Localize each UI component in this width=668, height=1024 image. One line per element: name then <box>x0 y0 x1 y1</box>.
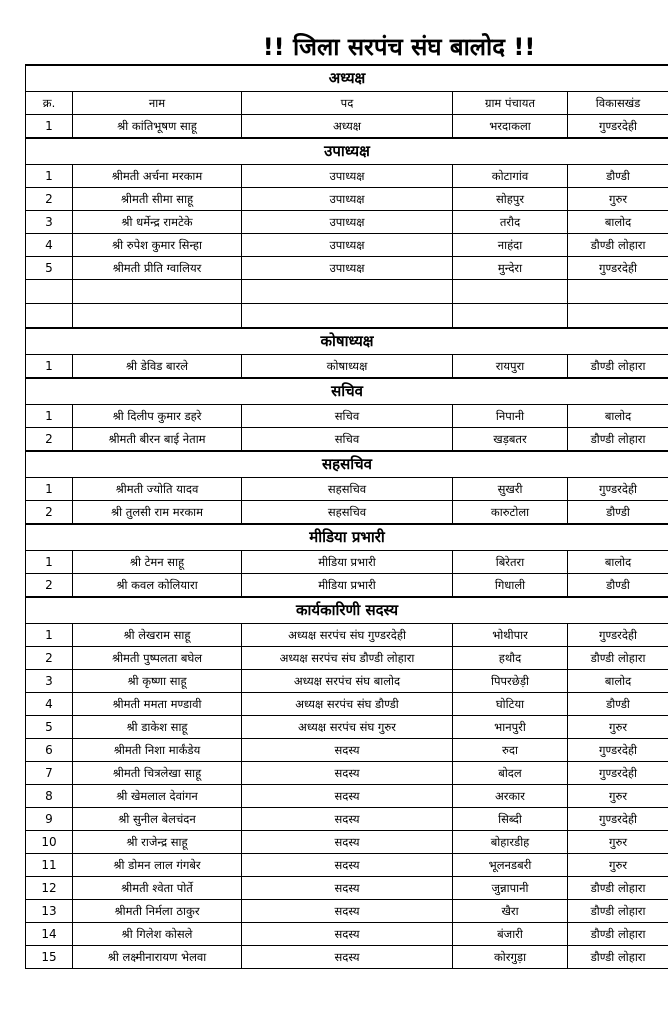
table-row <box>26 478 668 501</box>
block-cell: गुण्डरदेही <box>568 739 668 762</box>
serial-cell: 1 <box>26 115 73 139</box>
block-cell: गुरुर <box>568 785 668 808</box>
table-row <box>26 501 668 525</box>
section-heading: मीडिया प्रभारी <box>26 524 668 551</box>
gram-panchayat-cell: कोटागांव <box>453 165 568 188</box>
table-row <box>26 234 668 257</box>
gram-panchayat-cell: भरदाकला <box>453 115 568 139</box>
block-cell: गुण्डरदेही <box>568 762 668 785</box>
name-cell: श्रीमती निर्मला ठाकुर <box>73 900 242 923</box>
block-cell: डौण्डी लोहारा <box>568 234 668 257</box>
block-cell: डौण्डी <box>568 574 668 598</box>
gram-panchayat-cell: सोहपुर <box>453 188 568 211</box>
serial-cell: 3 <box>26 211 73 234</box>
gram-panchayat-cell: निपानी <box>453 405 568 428</box>
gram-panchayat-cell: नाहंदा <box>453 234 568 257</box>
empty-cell <box>26 304 73 329</box>
serial-cell: 3 <box>26 670 73 693</box>
section-heading: कोषाध्यक्ष <box>26 328 668 355</box>
block-cell: गुण्डरदेही <box>568 257 668 280</box>
name-cell: श्री कवल कोलियारा <box>73 574 242 598</box>
block-cell: गुण्डरदेही <box>568 624 668 647</box>
section-heading: उपाध्यक्ष <box>26 138 668 165</box>
table-row <box>26 785 668 808</box>
name-cell: श्री खेमलाल देवांगन <box>73 785 242 808</box>
block-cell: गुरुर <box>568 188 668 211</box>
post-cell: उपाध्यक्ष <box>242 257 453 280</box>
serial-cell: 1 <box>26 551 73 574</box>
empty-cell <box>26 280 73 304</box>
table-row <box>26 946 668 969</box>
serial-cell: 10 <box>26 831 73 854</box>
gram-panchayat-cell: सुखरी <box>453 478 568 501</box>
name-cell: श्री सुनील बेलचंदन <box>73 808 242 831</box>
serial-cell: 4 <box>26 234 73 257</box>
post-cell: सदस्य <box>242 831 453 854</box>
section-heading: सचिव <box>26 378 668 405</box>
post-cell: सदस्य <box>242 762 453 785</box>
post-cell: सचिव <box>242 428 453 452</box>
name-cell: श्री धर्मेन्द्र रामटेके <box>73 211 242 234</box>
post-cell: अध्यक्ष सरपंच संघ गुण्डरदेही <box>242 624 453 647</box>
gram-panchayat-cell: हथौद <box>453 647 568 670</box>
serial-cell: 2 <box>26 574 73 598</box>
post-cell: उपाध्यक्ष <box>242 211 453 234</box>
post-cell: सदस्य <box>242 854 453 877</box>
post-cell: अध्यक्ष सरपंच संघ डौण्डी लोहारा <box>242 647 453 670</box>
gram-panchayat-cell: सिब्दी <box>453 808 568 831</box>
block-cell: बालोद <box>568 211 668 234</box>
post-cell: कोषाध्यक्ष <box>242 355 453 379</box>
serial-cell: 14 <box>26 923 73 946</box>
section-heading-row <box>26 138 668 165</box>
table-row <box>26 355 668 379</box>
office-bearers-table <box>25 64 668 969</box>
gram-panchayat-cell: तरौद <box>453 211 568 234</box>
block-cell: डौण्डी लोहारा <box>568 877 668 900</box>
post-cell: सचिव <box>242 405 453 428</box>
gram-panchayat-cell: बोदल <box>453 762 568 785</box>
post-cell: अध्यक्ष सरपंच संघ गुरुर <box>242 716 453 739</box>
block-cell: डौण्डी लोहारा <box>568 355 668 379</box>
section-heading: कार्यकारिणी सदस्य <box>26 597 668 624</box>
serial-cell: 1 <box>26 478 73 501</box>
empty-cell <box>568 280 668 304</box>
empty-cell <box>568 304 668 329</box>
table-row <box>26 211 668 234</box>
column-header: क्र. <box>26 92 73 115</box>
name-cell: श्री दिलीप कुमार डहरे <box>73 405 242 428</box>
name-cell: श्रीमती ममता मण्डावी <box>73 693 242 716</box>
table-row <box>26 693 668 716</box>
table-row <box>26 165 668 188</box>
serial-cell: 5 <box>26 716 73 739</box>
table-body <box>26 65 668 969</box>
post-cell: उपाध्यक्ष <box>242 234 453 257</box>
gram-panchayat-cell: अरकार <box>453 785 568 808</box>
serial-cell: 1 <box>26 405 73 428</box>
table-row <box>26 877 668 900</box>
name-cell: श्री टेमन साहू <box>73 551 242 574</box>
block-cell: गुण्डरदेही <box>568 808 668 831</box>
table-row <box>26 762 668 785</box>
post-cell: उपाध्यक्ष <box>242 188 453 211</box>
name-cell: श्री डेविड बारले <box>73 355 242 379</box>
empty-cell <box>242 304 453 329</box>
table-row <box>26 716 668 739</box>
page-title: !! जिला सरपंच संघ बालोद !! <box>262 33 536 61</box>
serial-cell: 6 <box>26 739 73 762</box>
column-header: नाम <box>73 92 242 115</box>
block-cell: बालोद <box>568 551 668 574</box>
table-row <box>26 115 668 139</box>
block-cell: डौण्डी <box>568 165 668 188</box>
empty-cell <box>242 280 453 304</box>
name-cell: श्रीमती निशा मार्कंडेय <box>73 739 242 762</box>
gram-panchayat-cell: गिधाली <box>453 574 568 598</box>
serial-cell: 1 <box>26 624 73 647</box>
table-row <box>26 624 668 647</box>
name-cell: श्रीमती सीमा साहू <box>73 188 242 211</box>
table-row <box>26 405 668 428</box>
table-row <box>26 900 668 923</box>
gram-panchayat-cell: भोथीपार <box>453 624 568 647</box>
name-cell: श्रीमती पुष्पलता बघेल <box>73 647 242 670</box>
table-row <box>26 574 668 598</box>
gram-panchayat-cell: बंजारी <box>453 923 568 946</box>
blank-row <box>26 280 668 304</box>
serial-cell: 15 <box>26 946 73 969</box>
gram-panchayat-cell: घोटिया <box>453 693 568 716</box>
serial-cell: 11 <box>26 854 73 877</box>
table-row <box>26 551 668 574</box>
gram-panchayat-cell: बिरेतरा <box>453 551 568 574</box>
post-cell: सहसचिव <box>242 478 453 501</box>
column-header-row <box>26 92 668 115</box>
gram-panchayat-cell: खैरा <box>453 900 568 923</box>
empty-cell <box>453 280 568 304</box>
block-cell: डौण्डी <box>568 501 668 525</box>
block-cell: गुरुर <box>568 716 668 739</box>
gram-panchayat-cell: कोरगुड़ा <box>453 946 568 969</box>
column-header: विकासखंड <box>568 92 668 115</box>
gram-panchayat-cell: कारुटोला <box>453 501 568 525</box>
serial-cell: 1 <box>26 355 73 379</box>
gram-panchayat-cell: पिपरछेड़ी <box>453 670 568 693</box>
serial-cell: 5 <box>26 257 73 280</box>
column-header: पद <box>242 92 453 115</box>
block-cell: डौण्डी लोहारा <box>568 923 668 946</box>
post-cell: सदस्य <box>242 900 453 923</box>
block-cell: डौण्डी लोहारा <box>568 900 668 923</box>
name-cell: श्रीमती बीरन बाई नेताम <box>73 428 242 452</box>
section-heading-row <box>26 524 668 551</box>
gram-panchayat-cell: बोहारडीह <box>453 831 568 854</box>
name-cell: श्रीमती श्वेता पोर्ते <box>73 877 242 900</box>
post-cell: सदस्य <box>242 946 453 969</box>
name-cell: श्रीमती प्रीति ग्वालियर <box>73 257 242 280</box>
name-cell: श्री डोमन लाल गंगबेर <box>73 854 242 877</box>
empty-cell <box>73 304 242 329</box>
section-heading: सहसचिव <box>26 451 668 478</box>
name-cell: श्री कृष्णा साहू <box>73 670 242 693</box>
gram-panchayat-cell: मुन्देरा <box>453 257 568 280</box>
post-cell: सदस्य <box>242 808 453 831</box>
table-row <box>26 854 668 877</box>
serial-cell: 9 <box>26 808 73 831</box>
empty-cell <box>73 280 242 304</box>
table-row <box>26 188 668 211</box>
block-cell: डौण्डी <box>568 693 668 716</box>
block-cell: गुण्डरदेही <box>568 478 668 501</box>
serial-cell: 4 <box>26 693 73 716</box>
post-cell: सदस्य <box>242 877 453 900</box>
post-cell: अध्यक्ष <box>242 115 453 139</box>
gram-panchayat-cell: भानपुरी <box>453 716 568 739</box>
name-cell: श्री गिलेश कोसले <box>73 923 242 946</box>
post-cell: अध्यक्ष सरपंच संघ बालोद <box>242 670 453 693</box>
name-cell: श्रीमती अर्चना मरकाम <box>73 165 242 188</box>
post-cell: मीडिया प्रभारी <box>242 551 453 574</box>
section-heading-row <box>26 65 668 92</box>
post-cell: सदस्य <box>242 785 453 808</box>
serial-cell: 2 <box>26 428 73 452</box>
name-cell: श्री राजेन्द्र साहू <box>73 831 242 854</box>
block-cell: गुरुर <box>568 854 668 877</box>
section-heading-row <box>26 378 668 405</box>
gram-panchayat-cell: रुदा <box>453 739 568 762</box>
empty-cell <box>453 304 568 329</box>
block-cell: डौण्डी लोहारा <box>568 428 668 452</box>
table-row <box>26 670 668 693</box>
table-row <box>26 257 668 280</box>
table-row <box>26 739 668 762</box>
post-cell: सदस्य <box>242 739 453 762</box>
block-cell: गुण्डरदेही <box>568 115 668 139</box>
name-cell: श्रीमती ज्योति यादव <box>73 478 242 501</box>
serial-cell: 7 <box>26 762 73 785</box>
name-cell: श्री कांतिभूषण साहू <box>73 115 242 139</box>
gram-panchayat-cell: खड़बतर <box>453 428 568 452</box>
block-cell: बालोद <box>568 670 668 693</box>
post-cell: सहसचिव <box>242 501 453 525</box>
name-cell: श्री रुपेश कुमार सिन्हा <box>73 234 242 257</box>
section-heading-row <box>26 328 668 355</box>
table-row <box>26 923 668 946</box>
serial-cell: 13 <box>26 900 73 923</box>
gram-panchayat-cell: जुन्नापानी <box>453 877 568 900</box>
section-heading-row <box>26 451 668 478</box>
name-cell: श्री तुलसी राम मरकाम <box>73 501 242 525</box>
name-cell: श्रीमती चित्रलेखा साहू <box>73 762 242 785</box>
section-heading-row <box>26 597 668 624</box>
post-cell: मीडिया प्रभारी <box>242 574 453 598</box>
serial-cell: 2 <box>26 188 73 211</box>
name-cell: श्री लक्ष्मीनारायण भेलवा <box>73 946 242 969</box>
gram-panchayat-cell: भूलनडबरी <box>453 854 568 877</box>
section-heading: अध्यक्ष <box>26 65 668 92</box>
post-cell: सदस्य <box>242 923 453 946</box>
post-cell: उपाध्यक्ष <box>242 165 453 188</box>
table-row <box>26 808 668 831</box>
serial-cell: 1 <box>26 165 73 188</box>
blank-row <box>26 304 668 329</box>
serial-cell: 8 <box>26 785 73 808</box>
block-cell: डौण्डी लोहारा <box>568 946 668 969</box>
serial-cell: 12 <box>26 877 73 900</box>
name-cell: श्री डाकेश साहू <box>73 716 242 739</box>
post-cell: अध्यक्ष सरपंच संघ डौण्डी <box>242 693 453 716</box>
serial-cell: 2 <box>26 647 73 670</box>
table-row <box>26 428 668 452</box>
block-cell: बालोद <box>568 405 668 428</box>
table-row <box>26 647 668 670</box>
name-cell: श्री लेखराम साहू <box>73 624 242 647</box>
table-row <box>26 831 668 854</box>
gram-panchayat-cell: रायपुरा <box>453 355 568 379</box>
column-header: ग्राम पंचायत <box>453 92 568 115</box>
serial-cell: 2 <box>26 501 73 525</box>
block-cell: डौण्डी लोहारा <box>568 647 668 670</box>
block-cell: गुरुर <box>568 831 668 854</box>
